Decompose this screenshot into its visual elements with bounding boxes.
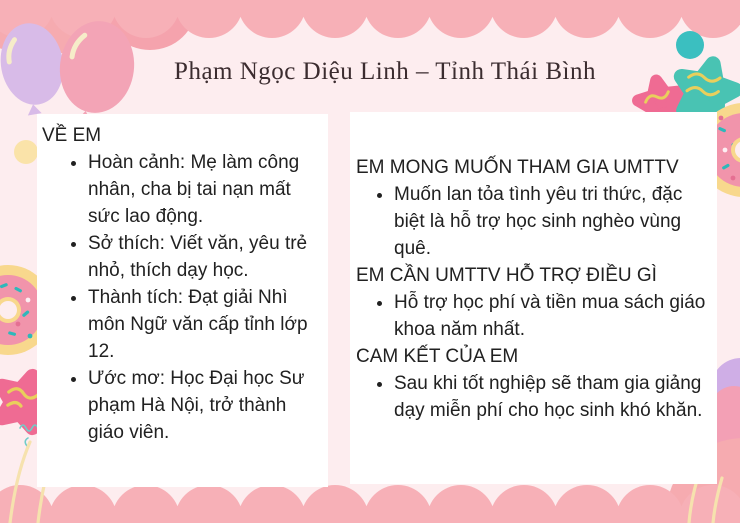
- about-list: [42, 149, 324, 446]
- scallop-border-bottom: [0, 485, 740, 523]
- section-heading-support: EM CẦN UMTTV HỖ TRỢ ĐIỀU GÌ: [356, 265, 657, 286]
- section-heading-commitment: CAM KẾT CỦA EM: [356, 346, 519, 367]
- section-heading-wish: EM MONG MUỐN THAM GIA UMTTV: [356, 157, 679, 178]
- list-item: • Thành tích: Đạt giải Nhì môn Ngữ văn cấp tỉnh lớp 12.: [88, 284, 324, 365]
- support-list: [356, 289, 709, 343]
- list-item: • Sau khi tốt nghiệp sẽ tham gia giảng dạy miễn phí cho học sinh khó khăn.: [394, 370, 709, 424]
- list-item: • Muốn lan tỏa tình yêu tri thức, đặc biệt là hỗ trợ học sinh nghèo vùng quê.: [394, 181, 709, 262]
- list-item: • Hỗ trợ học phí và tiền mua sách giáo khoa năm nhất.: [394, 289, 709, 343]
- about-panel: [37, 114, 328, 487]
- blob-icon: [14, 140, 38, 164]
- page-title: Phạm Ngọc Diệu Linh – Tỉnh Thái Bình: [174, 58, 596, 85]
- list-item: • Sở thích: Viết văn, yêu trẻ nhỏ, thích dạy học.: [88, 230, 324, 284]
- wish-list: [356, 181, 709, 262]
- section-heading-about: VỀ EM: [42, 125, 102, 146]
- dot-icon: [676, 31, 704, 59]
- commitment-list: [356, 370, 709, 424]
- list-item: • Hoàn cảnh: Mẹ làm công nhân, cha bị tai nạn mất sức lao động.: [88, 149, 324, 230]
- list-item: • Ước mơ: Học Đại học Sư phạm Hà Nội, trở thành giáo viên.: [88, 365, 324, 446]
- details-panel: [350, 112, 717, 484]
